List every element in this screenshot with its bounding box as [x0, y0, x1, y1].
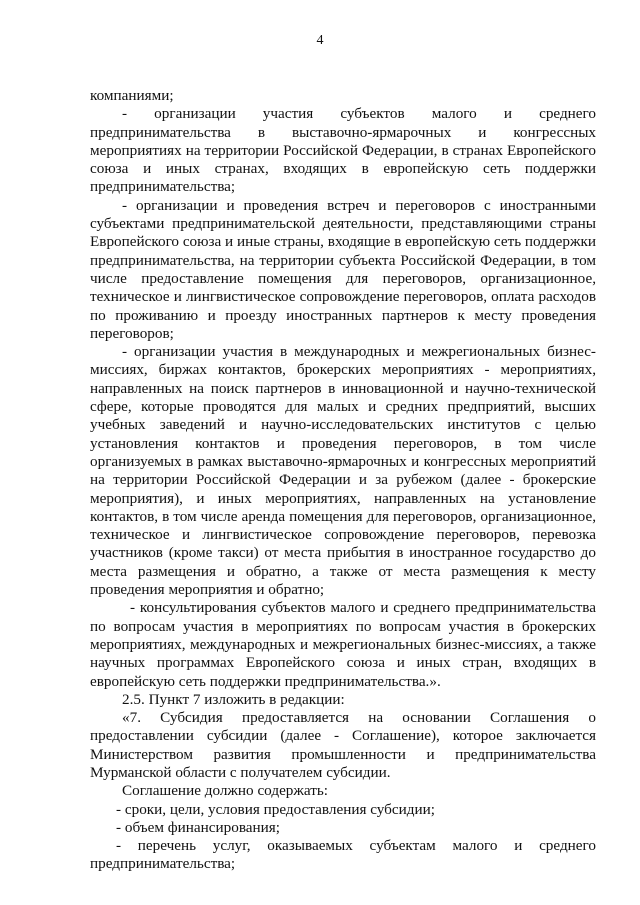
paragraph-agreement-contents: Соглашение должно содержать: [122, 782, 329, 800]
paragraph-item-negotiations: - организации и проведения встреч и переговоров с иностранными субъектами предпринимательской деятельности, представляющими страны Европейского союза и иные страны, входящие в европейскую сеть поддержки предпринимательства, на территории субъекта Российской Федерации, в том числе предоставление помещения для переговоров, организационное, техническое и лингвистическое сопровождение переговоров, оплата расходов по проживанию и проезду иностранных партнеров к месту проведения переговоров; [90, 196, 596, 342]
paragraph-item-exhibitions: - организации участия субъектов малого и среднего предпринимательства в выставочно-ярмарочных и конгрессных мероприятиях на территории Российской Федерации, в странах Европейского союза и иных странах, входящих в европейскую сеть поддержки предпринимательства; [90, 105, 596, 196]
page-number: 4 [316, 33, 324, 48]
document-body [90, 87, 596, 874]
list-item-terms: - сроки, цели, условия предоставления субсидии; [116, 800, 435, 818]
paragraph-item-consulting: - консультирования субъектов малого и среднего предпринимательства по вопросам участия в мероприятиях по вопросам участия в брокерских мероприятиях, международных и межрегиональных бизнес-миссиях, а также научных программах Европейского союза и иных стран, входящих в европейскую сеть поддержки предпринимательства.». [90, 599, 596, 690]
list-item-services: - перечень услуг, оказываемых субъектам малого и среднего предпринимательства; [90, 837, 596, 873]
list-item-funding: - объем финансирования; [116, 818, 280, 836]
paragraph-section-2-5: 2.5. Пункт 7 изложить в редакции: [122, 690, 345, 708]
paragraph-continuation: компаниями; [90, 87, 174, 104]
paragraph-point-7: «7. Субсидия предоставляется на основании Соглашения о предоставлении субсидии (далее - Соглашение), которое заключается Министерством развития промышленности и предпринимательства Мурманской области с получателем субсидии. [90, 709, 596, 781]
paragraph-item-business-missions: - организации участия в международных и межрегиональных бизнес-миссиях, биржах контактов, брокерских мероприятиях - мероприятиях, направленных на поиск партнеров в инновационной и научно-технической сфере, которые проводятся для малых и средних предприятий, высших учебных заведений и научно-исследовательских институтов с целью установления контактов и проведения переговоров, в том числе организуемых в рамках выставочно-ярмарочных и конгрессных мероприятий на территории Российской Федерации и за рубежом (далее - брокерские мероприятия), и иных мероприятиях, направленных на установление контактов, в том числе аренда помещения для переговоров, организационное, техническое и лингвистическое сопровождение переговоров, перевозка участников (кроме такси) от места прибытия в иностранное государство до места размещения и обратно, а также от места размещения к месту проведения мероприятия и обратно; [90, 343, 596, 599]
